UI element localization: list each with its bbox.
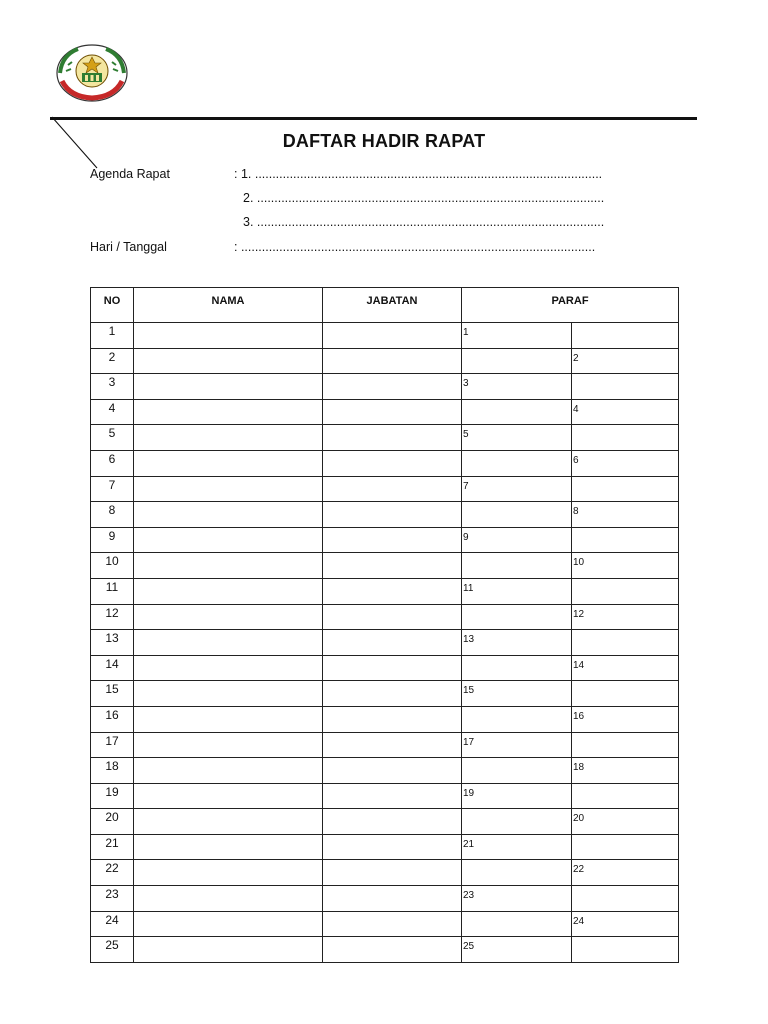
nama-cell[interactable] <box>134 348 323 374</box>
nama-cell[interactable] <box>134 860 323 886</box>
nama-cell[interactable] <box>134 655 323 681</box>
paraf-left-cell[interactable] <box>462 399 572 425</box>
jabatan-cell[interactable] <box>323 860 462 886</box>
jabatan-cell[interactable] <box>323 681 462 707</box>
row-number: 23 <box>91 886 134 912</box>
paraf-number: 11 <box>463 582 474 594</box>
row-number: 14 <box>91 655 134 681</box>
nama-cell[interactable] <box>134 399 323 425</box>
row-number: 1 <box>91 323 134 349</box>
header-paraf: PARAF <box>462 288 679 323</box>
paraf-left-cell[interactable] <box>462 886 572 912</box>
agenda-label: Agenda Rapat <box>90 167 170 181</box>
row-number: 3 <box>91 374 134 400</box>
jabatan-cell[interactable] <box>323 553 462 579</box>
paraf-right-cell[interactable] <box>572 450 679 476</box>
paraf-right-cell[interactable] <box>572 578 679 604</box>
row-number: 18 <box>91 758 134 784</box>
jabatan-cell[interactable] <box>323 706 462 732</box>
table-row <box>91 399 679 425</box>
paraf-number: 25 <box>463 941 475 953</box>
jabatan-cell[interactable] <box>323 655 462 681</box>
table-row <box>91 834 679 860</box>
row-number: 7 <box>91 476 134 502</box>
paraf-number: 5 <box>463 429 469 441</box>
nama-cell[interactable] <box>134 527 323 553</box>
paraf-left-cell[interactable] <box>462 502 572 528</box>
nama-cell[interactable] <box>134 834 323 860</box>
row-number: 9 <box>91 527 134 553</box>
nama-cell[interactable] <box>134 578 323 604</box>
paraf-left-cell[interactable] <box>462 553 572 579</box>
paraf-right-cell[interactable] <box>572 860 679 886</box>
paraf-right-cell[interactable] <box>572 732 679 758</box>
paraf-right-cell[interactable] <box>572 323 679 349</box>
paraf-number: 13 <box>463 634 475 646</box>
paraf-number: 7 <box>463 480 469 492</box>
paraf-right-cell[interactable] <box>572 425 679 451</box>
header-no: NO <box>91 288 134 323</box>
table-row <box>91 476 679 502</box>
table-row <box>91 783 679 809</box>
agenda-item-2: 2. .................................................................................................... <box>243 191 605 205</box>
nama-cell[interactable] <box>134 732 323 758</box>
jabatan-cell[interactable] <box>323 783 462 809</box>
jabatan-cell[interactable] <box>323 911 462 937</box>
paraf-right-cell[interactable] <box>572 911 679 937</box>
table-row <box>91 911 679 937</box>
paraf-number: 17 <box>463 736 475 748</box>
nama-cell[interactable] <box>134 937 323 963</box>
row-number: 6 <box>91 450 134 476</box>
jabatan-cell[interactable] <box>323 527 462 553</box>
paraf-number: 23 <box>463 890 475 902</box>
paraf-right-cell[interactable] <box>572 527 679 553</box>
row-number: 4 <box>91 399 134 425</box>
paraf-number: 1 <box>463 327 469 338</box>
nama-cell[interactable] <box>134 502 323 528</box>
paraf-left-cell[interactable] <box>462 809 572 835</box>
paraf-left-cell[interactable] <box>462 348 572 374</box>
emblem-icon <box>54 43 130 103</box>
jabatan-cell[interactable] <box>323 886 462 912</box>
table-row <box>91 809 679 835</box>
paraf-left-cell[interactable] <box>462 860 572 886</box>
paraf-left-cell[interactable] <box>462 578 572 604</box>
agenda-item-3: 3. .................................................................................................... <box>243 215 605 229</box>
paraf-number: 9 <box>463 531 469 543</box>
row-number: 5 <box>91 425 134 451</box>
row-number: 12 <box>91 604 134 630</box>
row-number: 10 <box>91 553 134 579</box>
row-number: 17 <box>91 732 134 758</box>
nama-cell[interactable] <box>134 886 323 912</box>
row-number: 16 <box>91 706 134 732</box>
nama-cell[interactable] <box>134 681 323 707</box>
paraf-left-cell[interactable] <box>462 732 572 758</box>
jabatan-cell[interactable] <box>323 374 462 400</box>
row-number: 19 <box>91 783 134 809</box>
paraf-left-cell[interactable] <box>462 450 572 476</box>
jabatan-cell[interactable] <box>323 758 462 784</box>
table-row <box>91 860 679 886</box>
paraf-right-cell[interactable] <box>572 681 679 707</box>
nama-cell[interactable] <box>134 758 323 784</box>
paraf-left-cell[interactable] <box>462 476 572 502</box>
paraf-left-cell[interactable] <box>462 911 572 937</box>
paraf-right-cell[interactable] <box>572 348 679 374</box>
date-label: Hari / Tanggal <box>90 240 167 254</box>
nama-cell[interactable] <box>134 450 323 476</box>
nama-cell[interactable] <box>134 911 323 937</box>
paraf-right-cell[interactable] <box>572 886 679 912</box>
paraf-right-cell[interactable] <box>572 655 679 681</box>
jabatan-cell[interactable] <box>323 578 462 604</box>
paraf-number: 8 <box>573 506 579 518</box>
paraf-number: 19 <box>463 787 475 799</box>
date-value: : ...................................................................................................... <box>234 240 596 254</box>
jabatan-cell[interactable] <box>323 502 462 528</box>
row-number: 2 <box>91 348 134 374</box>
row-number: 25 <box>91 937 134 963</box>
table-row <box>91 732 679 758</box>
row-number: 11 <box>91 578 134 604</box>
table-row <box>91 374 679 400</box>
jabatan-cell[interactable] <box>323 399 462 425</box>
row-number: 22 <box>91 860 134 886</box>
paraf-right-cell[interactable] <box>572 399 679 425</box>
paraf-right-cell[interactable] <box>572 630 679 656</box>
nama-cell[interactable] <box>134 630 323 656</box>
jabatan-cell[interactable] <box>323 834 462 860</box>
paraf-number: 21 <box>463 838 475 850</box>
paraf-right-cell[interactable] <box>572 476 679 502</box>
paraf-number: 22 <box>573 864 585 876</box>
table-row <box>91 655 679 681</box>
jabatan-cell[interactable] <box>323 323 462 349</box>
paraf-right-cell[interactable] <box>572 834 679 860</box>
row-number: 13 <box>91 630 134 656</box>
nama-cell[interactable] <box>134 783 323 809</box>
nama-cell[interactable] <box>134 809 323 835</box>
table-row <box>91 450 679 476</box>
paraf-left-cell[interactable] <box>462 937 572 963</box>
nama-cell[interactable] <box>134 604 323 630</box>
jabatan-cell[interactable] <box>323 348 462 374</box>
paraf-left-cell[interactable] <box>462 425 572 451</box>
paraf-left-cell[interactable] <box>462 630 572 656</box>
paraf-left-cell[interactable] <box>462 527 572 553</box>
jabatan-cell[interactable] <box>323 809 462 835</box>
jabatan-cell[interactable] <box>323 476 462 502</box>
table-header-row <box>91 288 679 323</box>
jabatan-cell[interactable] <box>323 630 462 656</box>
paraf-left-cell[interactable] <box>462 323 572 349</box>
paraf-number: 20 <box>573 813 585 825</box>
nama-cell[interactable] <box>134 476 323 502</box>
jabatan-cell[interactable] <box>323 937 462 963</box>
paraf-number: 15 <box>463 685 475 697</box>
paraf-left-cell[interactable] <box>462 706 572 732</box>
row-number: 24 <box>91 911 134 937</box>
agenda-item-1: : 1. .................................................................................................... <box>234 167 603 181</box>
nama-cell[interactable] <box>134 425 323 451</box>
paraf-right-cell[interactable] <box>572 706 679 732</box>
table-row <box>91 681 679 707</box>
paraf-right-cell[interactable] <box>572 809 679 835</box>
nama-cell[interactable] <box>134 553 323 579</box>
table-row <box>91 425 679 451</box>
paraf-number: 3 <box>463 378 469 390</box>
table-row <box>91 630 679 656</box>
table-row <box>91 348 679 374</box>
paraf-number: 6 <box>573 454 579 466</box>
jabatan-cell[interactable] <box>323 604 462 630</box>
table-body <box>91 323 679 963</box>
table-row <box>91 758 679 784</box>
paraf-left-cell[interactable] <box>462 655 572 681</box>
paraf-number: 18 <box>573 762 585 774</box>
paraf-number: 16 <box>573 710 585 722</box>
header-nama: NAMA <box>134 288 323 323</box>
table-row <box>91 553 679 579</box>
jabatan-cell[interactable] <box>323 732 462 758</box>
paraf-right-cell[interactable] <box>572 783 679 809</box>
paraf-number: 2 <box>573 352 579 364</box>
paraf-number: 10 <box>573 557 585 569</box>
paraf-left-cell[interactable] <box>462 834 572 860</box>
paraf-left-cell[interactable] <box>462 374 572 400</box>
paraf-number: 24 <box>573 915 585 927</box>
paraf-left-cell[interactable] <box>462 681 572 707</box>
table-row <box>91 502 679 528</box>
paraf-right-cell[interactable] <box>572 604 679 630</box>
row-number: 8 <box>91 502 134 528</box>
paraf-right-cell[interactable] <box>572 937 679 963</box>
paraf-left-cell[interactable] <box>462 604 572 630</box>
header-jabatan: JABATAN <box>323 288 462 323</box>
paraf-right-cell[interactable] <box>572 502 679 528</box>
paraf-right-cell[interactable] <box>572 758 679 784</box>
jabatan-cell[interactable] <box>323 425 462 451</box>
table-row <box>91 937 679 963</box>
nama-cell[interactable] <box>134 323 323 349</box>
paraf-left-cell[interactable] <box>462 783 572 809</box>
table-row <box>91 527 679 553</box>
table-row <box>91 604 679 630</box>
paraf-number: 12 <box>573 608 585 620</box>
paraf-number: 4 <box>573 403 579 415</box>
nama-cell[interactable] <box>134 374 323 400</box>
paraf-right-cell[interactable] <box>572 553 679 579</box>
row-number: 20 <box>91 809 134 835</box>
table-row <box>91 886 679 912</box>
attendance-table <box>90 287 679 963</box>
row-number: 15 <box>91 681 134 707</box>
table-row <box>91 706 679 732</box>
table-row <box>91 578 679 604</box>
row-number: 21 <box>91 834 134 860</box>
paraf-number: 14 <box>573 659 585 671</box>
nama-cell[interactable] <box>134 706 323 732</box>
paraf-right-cell[interactable] <box>572 374 679 400</box>
paraf-left-cell[interactable] <box>462 758 572 784</box>
document-title: DAFTAR HADIR RAPAT <box>282 131 486 151</box>
jabatan-cell[interactable] <box>323 450 462 476</box>
table-row <box>91 323 679 349</box>
